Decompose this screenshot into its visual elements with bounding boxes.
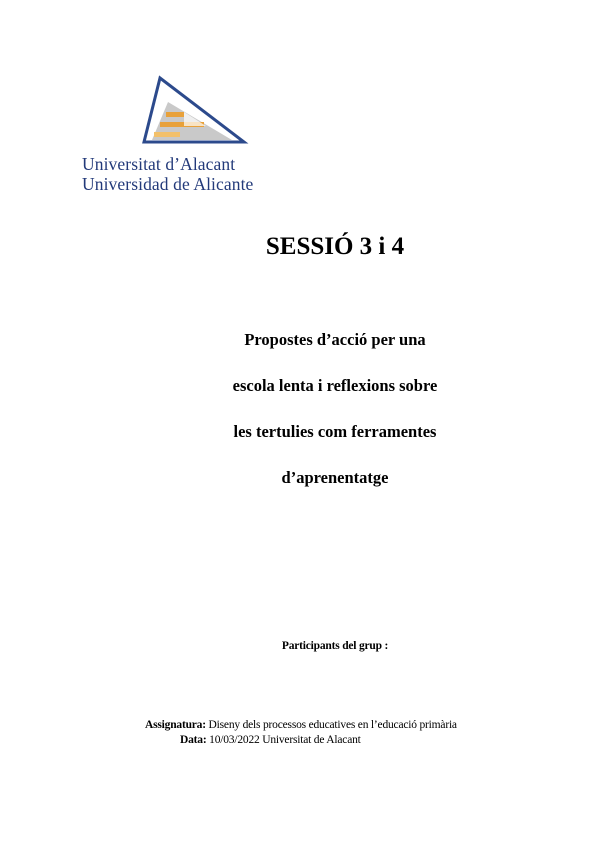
date-value: 10/03/2022 Universitat de Alacant: [209, 734, 361, 746]
subtitle-line-3: les tertulies com ferramentes: [233, 422, 437, 441]
university-name-spanish: Universidad de Alicante: [82, 174, 254, 194]
subject-value: Diseny dels processos educatives en l’educació primària: [208, 719, 457, 731]
subtitle-line-4: d’aprenentatge: [281, 468, 389, 487]
university-name-valencian: Universitat d’Alacant: [82, 154, 236, 174]
university-emblem-icon: [140, 72, 250, 144]
subtitle-line-1: Propostes d’acció per una: [244, 330, 426, 349]
participants-label: Participants del grup :: [281, 640, 389, 652]
university-logo: [82, 72, 262, 202]
date-row: [180, 734, 361, 746]
subject-row: [145, 719, 457, 731]
subtitle-line-2: escola lenta i reflexions sobre: [232, 376, 438, 395]
subject-label: Assignatura:: [145, 719, 206, 731]
date-label: Data:: [180, 734, 207, 746]
document-title: SESSIÓ 3 i 4: [265, 233, 405, 260]
